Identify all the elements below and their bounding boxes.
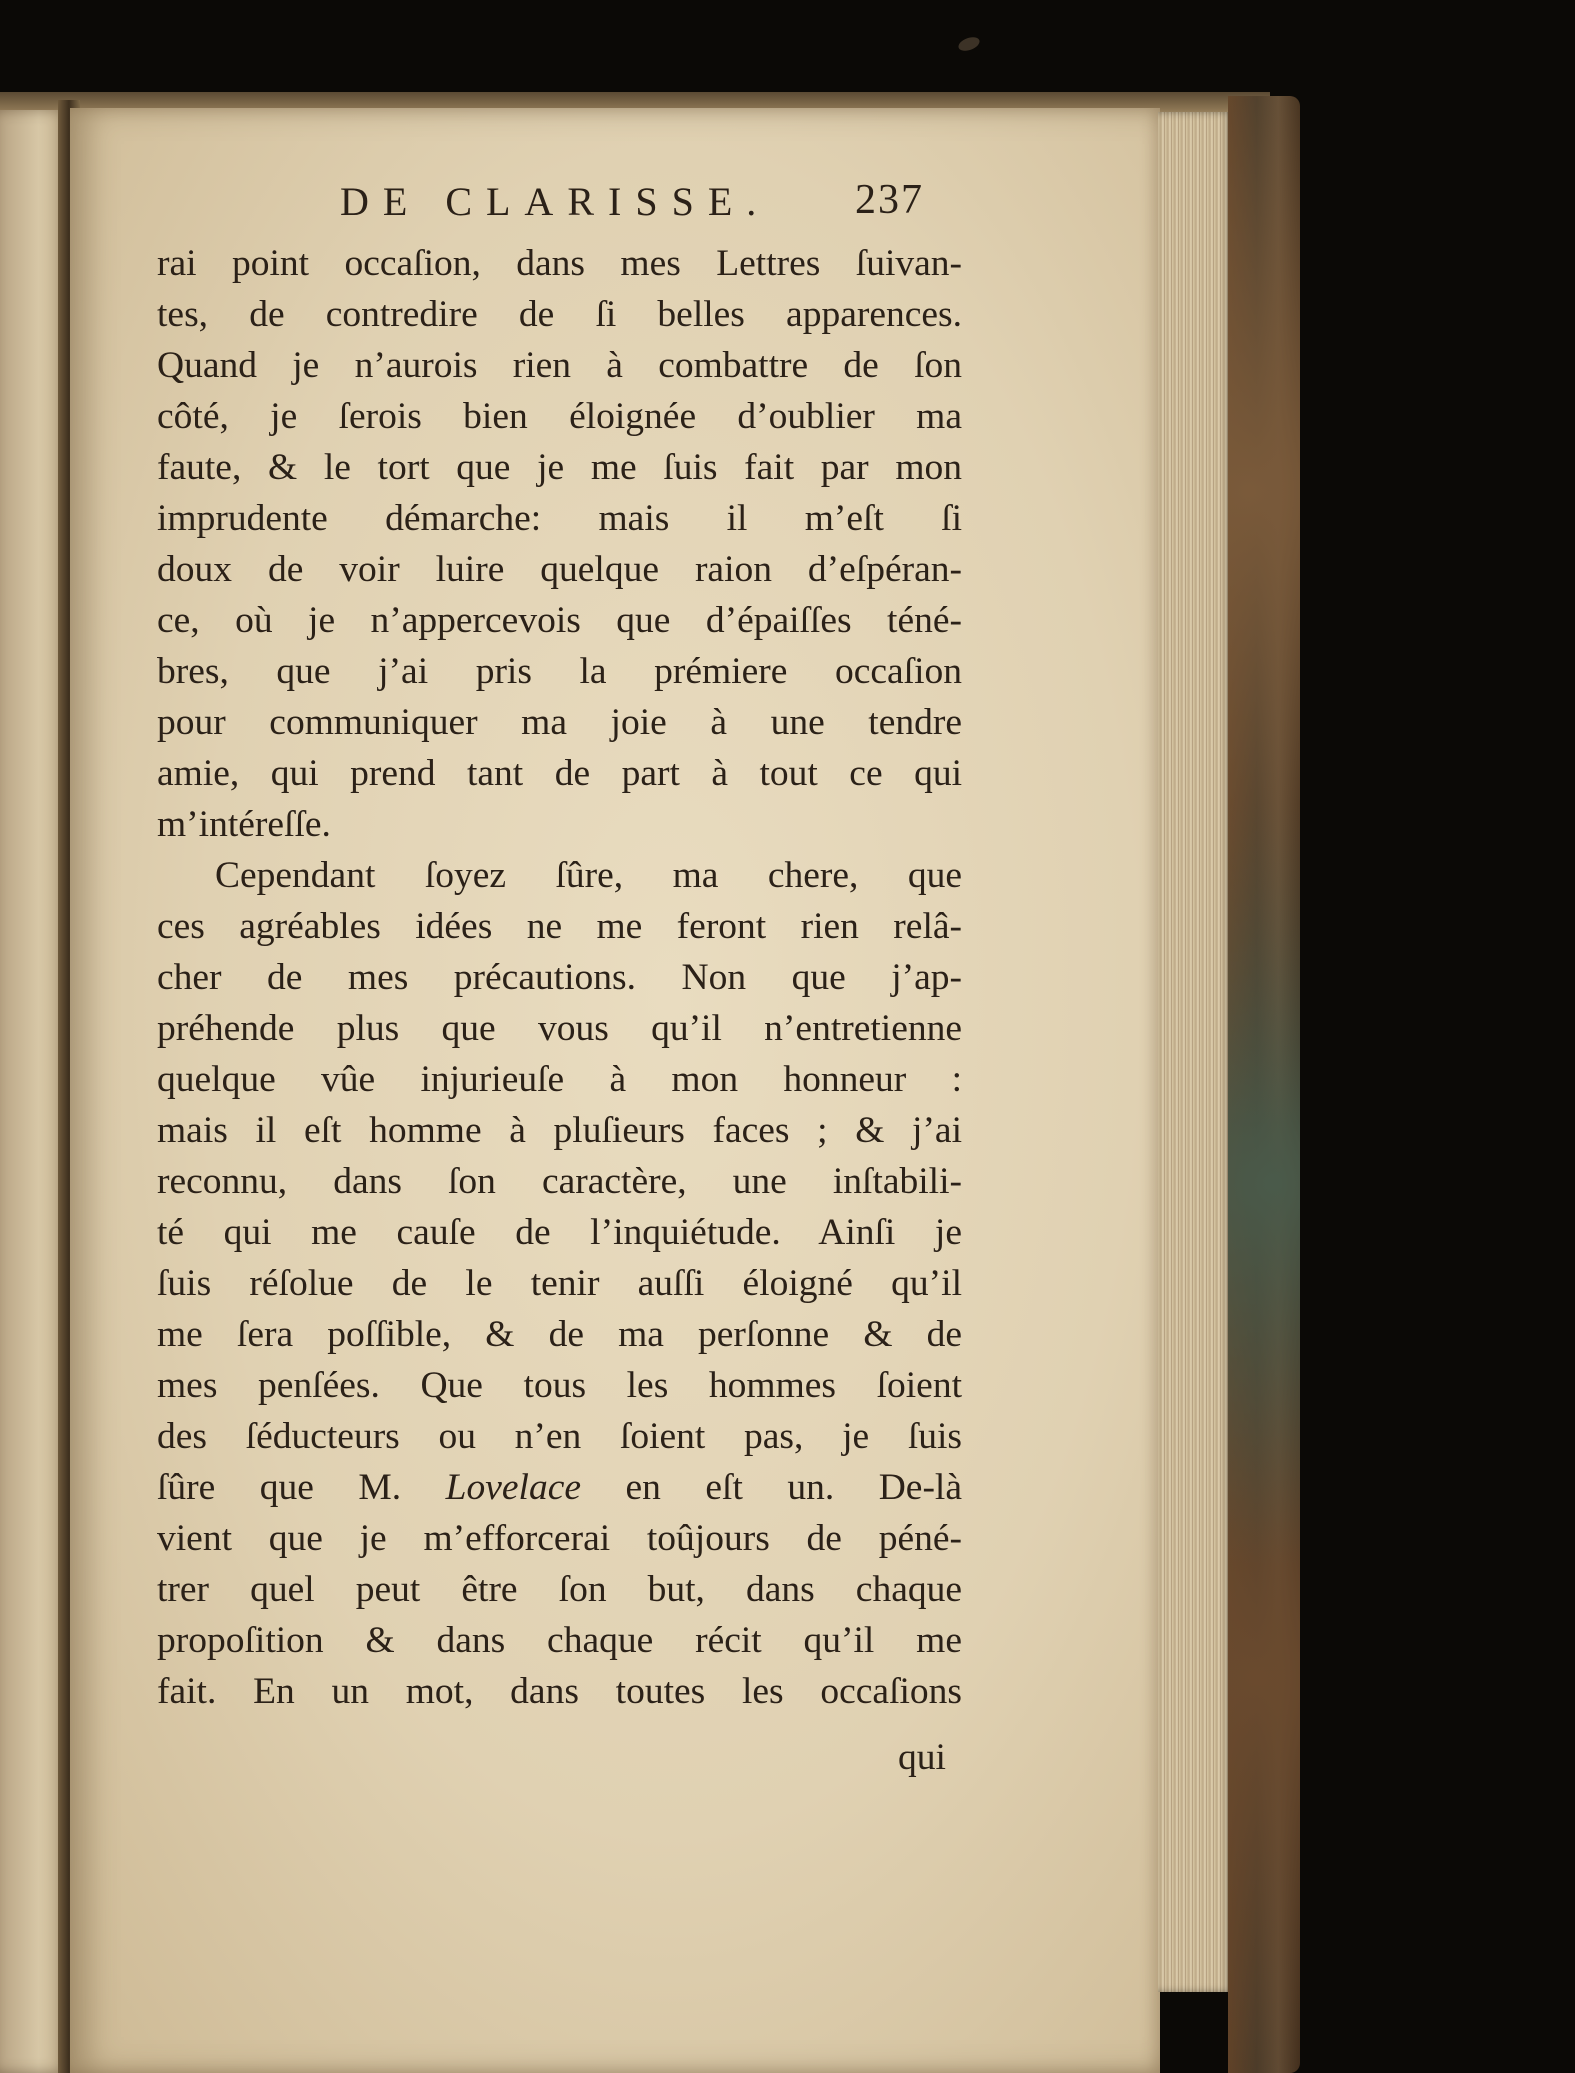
text-line: vient que je m’efforcerai toûjours de péné-: [157, 1518, 962, 1559]
text-line: faute, & le tort que je me ſuis fait par mon: [157, 447, 962, 488]
text-line: bres, que j’ai pris la prémiere occaſion: [157, 651, 962, 692]
text-line: me ſera poſſible, & de ma perſonne & de: [157, 1314, 962, 1355]
text-line: ce, où je n’appercevois que d’épaiſſes téné-: [157, 600, 962, 641]
text-line: amie, qui prend tant de part à tout ce qui: [157, 753, 962, 794]
catchword: qui: [898, 1737, 946, 1778]
text-line: mais il eſt homme à pluſieurs faces ; & j’ai: [157, 1110, 962, 1151]
italic-name: Lovelace: [445, 1467, 581, 1508]
page-number: 237: [855, 177, 924, 223]
text-line: ſuis réſolue de le tenir auſſi éloigné qu’il: [157, 1263, 962, 1304]
text-segment: en eſt un. De-là: [581, 1467, 962, 1508]
text-line: propoſition & dans chaque récit qu’il me: [157, 1620, 962, 1661]
text-line: côté, je ſerois bien éloignée d’oublier ma: [157, 396, 962, 437]
text-line: Cependant ſoyez ſûre, ma chere, que: [215, 855, 962, 896]
leather-cover: [1228, 96, 1300, 2073]
body-text: [157, 238, 962, 1717]
text-line: tes, de contredire de ſi belles apparences.: [157, 294, 962, 335]
text-line: quelque vûe injurieuſe à mon honneur :: [157, 1059, 962, 1100]
text-line: pour communiquer ma joie à une tendre: [157, 702, 962, 743]
text-line: préhende plus que vous qu’il n’entretienne: [157, 1008, 962, 1049]
running-head: DE CLARISSE.: [340, 179, 771, 224]
text-line: imprudente démarche: mais il m’eſt ſi: [157, 498, 962, 539]
text-line: té qui me cauſe de l’inquiétude. Ainſi je: [157, 1212, 962, 1253]
text-line: trer quel peut être ſon but, dans chaque: [157, 1569, 962, 1610]
text-line: reconnu, dans ſon caractère, une inſtabili-: [157, 1161, 962, 1202]
text-segment: ſûre que M.: [157, 1467, 446, 1508]
text-line: ces agréables idées ne me feront rien relâ-: [157, 906, 962, 947]
ink-smudge: [957, 35, 982, 54]
page-stack-fore-edge: [1158, 112, 1232, 1992]
text-line: des ſéducteurs ou n’en ſoient pas, je ſuis: [157, 1416, 962, 1457]
text-line: cher de mes précautions. Non que j’ap-: [157, 957, 962, 998]
text-line: rai point occaſion, dans mes Lettres ſuivan-: [157, 243, 962, 284]
text-line: doux de voir luire quelque raion d’eſpéran-: [157, 549, 962, 590]
text-line: mes penſées. Que tous les hommes ſoient: [157, 1365, 962, 1406]
text-line: Quand je n’aurois rien à combattre de ſon: [157, 345, 962, 386]
text-line: m’intéreſſe.: [157, 804, 331, 845]
text-line: fait. En un mot, dans toutes les occaſions: [157, 1671, 962, 1712]
text-line: [157, 1462, 962, 1513]
